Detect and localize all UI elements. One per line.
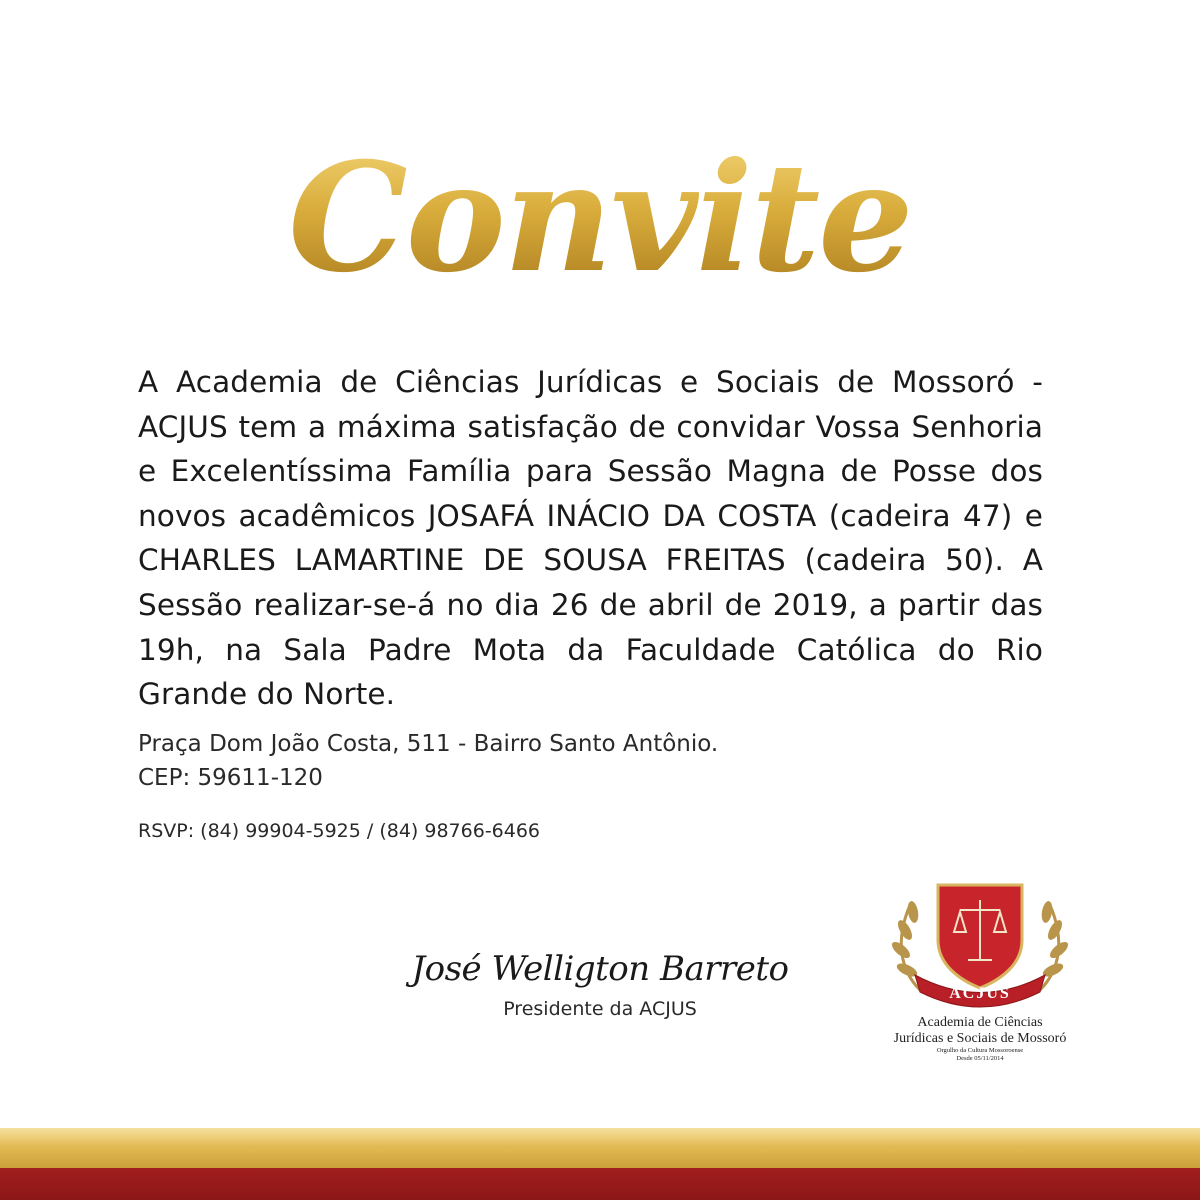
logo-since: Desde 05/11/2014 — [956, 1055, 1004, 1062]
red-footer-band — [0, 1168, 1200, 1200]
title-text: Convite — [288, 130, 912, 306]
logo-caption — [860, 1015, 1100, 1063]
address-line: Praça Dom João Costa, 511 - Bairro Santo Antônio. — [138, 731, 719, 757]
invitation-body: A Academia de Ciências Jurídicas e Sociais de Mossoró - ACJUS tem a máxima satisfação de convidar Vossa Senhoria e Excelentíssima Família para Sessão Magna de Posse dos novos acadêmicos JOSAFÁ INÁCIO DA COSTA (cadeira 47) e CHARLES LAMARTINE DE SOUSA FREITAS (cadeira 50). A Sessão realizar-se-á no dia 26 de abril de 2019, a partir das 19h, na Sala Padre Mota da Faculdade Católica do Rio Grande do Norte. — [138, 365, 1043, 712]
rsvp-contact: RSVP: (84) 99904-5925 / (84) 98766-6466 — [138, 820, 541, 842]
postal-code: CEP: 59611-120 — [138, 765, 323, 791]
logo-acronym: ACJUS — [949, 985, 1011, 1002]
logo-motto: Orgulho da Cultura Mossoroense — [936, 1047, 1024, 1054]
signature-name: José Welligton Barreto — [411, 949, 789, 989]
signature — [400, 930, 800, 1000]
invitation-title — [0, 95, 1200, 325]
gold-footer-band — [0, 1128, 1200, 1168]
logo-name-line1: Academia de Ciências — [917, 1015, 1043, 1030]
logo-name-line2: Jurídicas e Sociais de Mossoró — [893, 1031, 1067, 1046]
address-block — [138, 727, 838, 795]
signature-role: Presidente da ACJUS — [503, 998, 697, 1020]
